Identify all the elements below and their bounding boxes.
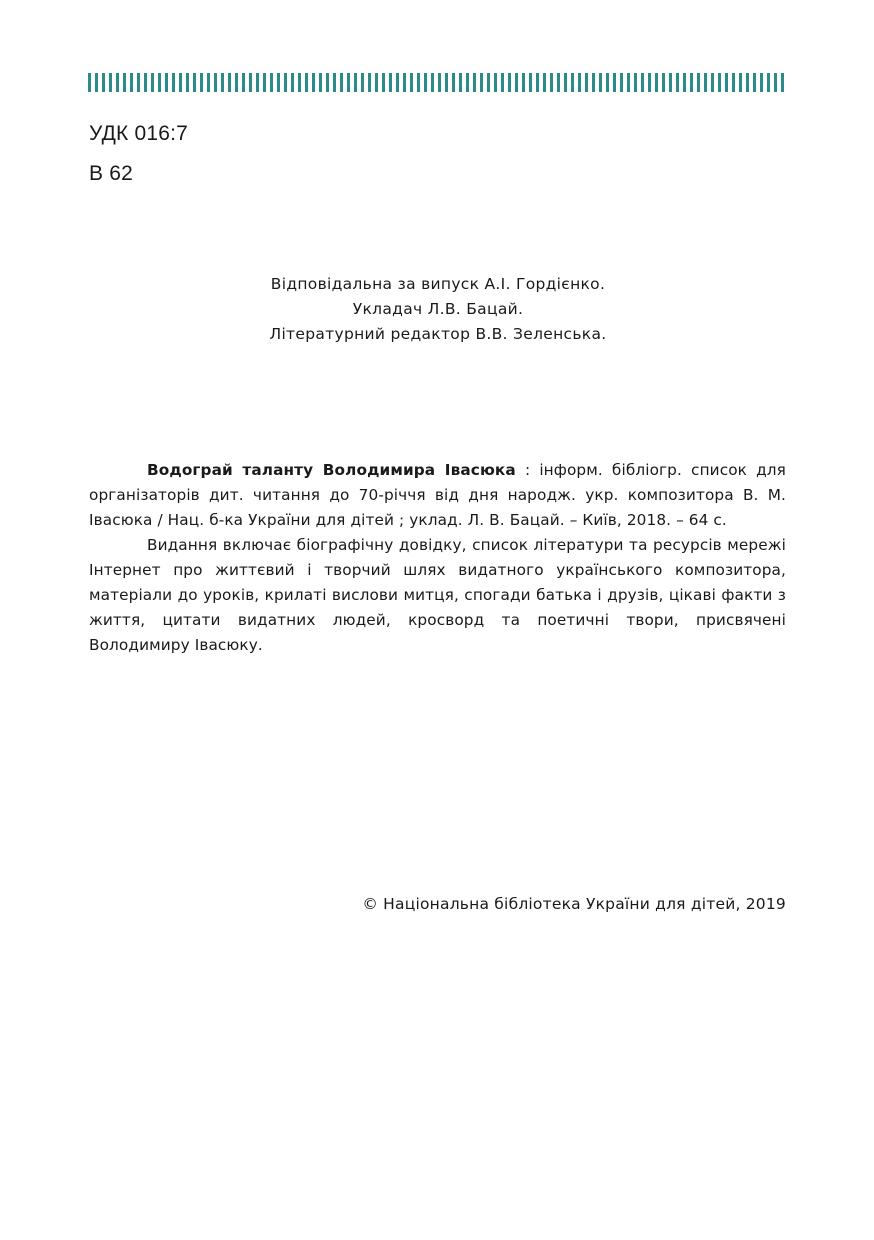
bibliographic-description: : інформ. бібліогр. список для організаторів дит. читання до 70-річчя від дня народж. укр. композитора В. М. Івасюка / Нац. б-ка України для дітей ; уклад. Л. В. Бацай. – Київ, 2018. – 64 с.: [89, 461, 786, 529]
classification-block: [89, 119, 188, 199]
literary-editor-line: Літературний редактор В.В. Зеленська.: [269, 325, 607, 343]
annotation: Видання включає біографічну довідку, список літератури та ресурсів мережі Інтернет про життєвий і творчий шлях видатного українського композитора, матеріали до уроків, крилаті вислови митця, спогади батька і друзів, цікаві факти з життя, цитати видатних людей, кросворд та поетичні твори, присвячені Володимиру Івасюку.: [89, 536, 786, 654]
bibliographic-abstract: [89, 458, 786, 658]
book-title: Водограй таланту Володимира Івасюка: [147, 461, 516, 479]
decorative-stripe-bar: [88, 73, 786, 92]
responsible-editor-line: Відповідальна за випуск А.І. Гордієнко.: [270, 275, 606, 293]
credits-block: [89, 272, 787, 347]
udk-code: УДК 016:7: [89, 122, 189, 145]
compiler-line: Укладач Л.В. Бацай.: [352, 300, 524, 318]
bibliographic-record: [89, 458, 786, 533]
copyright-notice: © Національна бібліотека України для дітей, 2019: [362, 895, 786, 913]
author-mark: В 62: [89, 162, 133, 185]
